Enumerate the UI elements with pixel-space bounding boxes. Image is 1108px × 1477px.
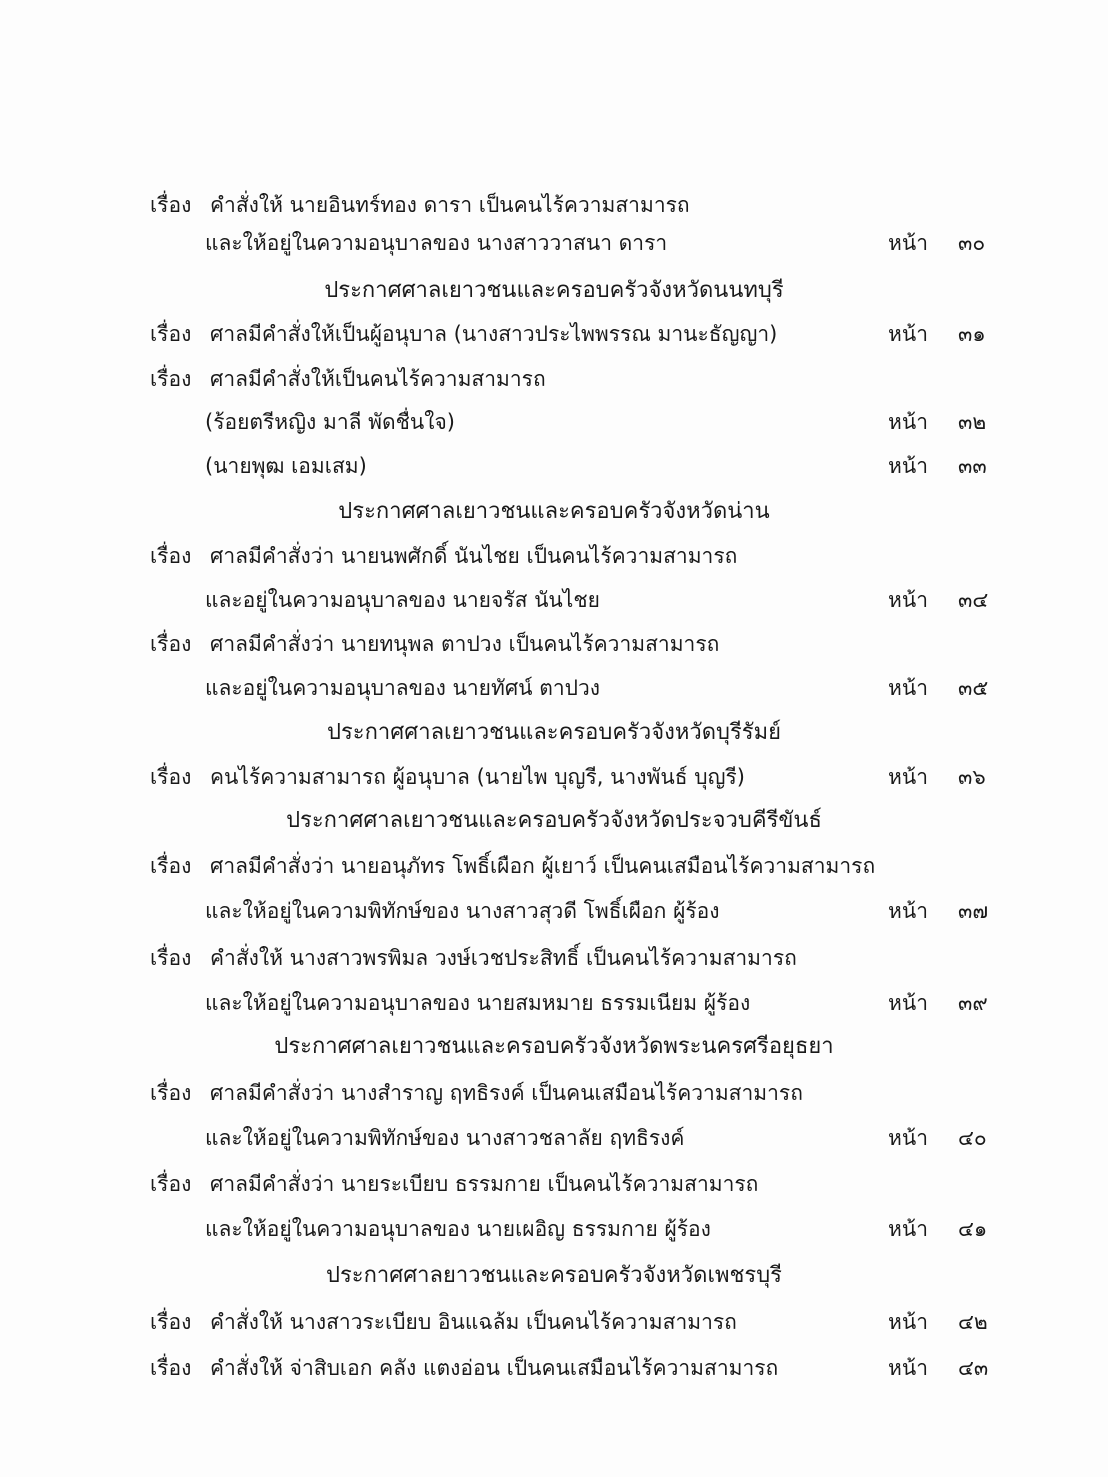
entry-text: (ร้อยตรีหญิง มาลี พัดชื่นใจ): [205, 410, 455, 434]
page-label: หน้า: [888, 588, 928, 612]
entry-text: ศาลมีคำสั่งว่า นายระเบียบ ธรรมกาย เป็นคนไร้ความสามารถ: [210, 1172, 759, 1196]
page-number: ๓๕: [958, 676, 989, 700]
entry-text: และให้อยู่ในความอนุบาลของ นายสมหมาย ธรรมเนียม ผู้ร้อง: [205, 991, 751, 1015]
toc-entry: [0, 185, 1108, 225]
toc-entry: [0, 580, 1108, 620]
entry-text: และให้อยู่ในความพิทักษ์ของ นางสาวชลาลัย ฤทธิรงค์: [205, 1126, 685, 1150]
page-label: หน้า: [888, 322, 928, 346]
entry-text: (นายพุฒ เอมเสม): [205, 454, 367, 478]
page-number: ๔๑: [958, 1217, 988, 1241]
toc-entry: [0, 1348, 1108, 1388]
page-number: ๓๗: [958, 899, 989, 923]
entry-label: เรื่อง: [150, 1356, 192, 1380]
entry-text: คำสั่งให้ จ่าสิบเอก คลัง แตงอ่อน เป็นคนเสมือนไร้ความสามารถ: [210, 1356, 779, 1380]
entry-text: คำสั่งให้ นายอินทร์ทอง ดารา เป็นคนไร้ความสามารถ: [210, 193, 690, 217]
page-number: ๓๙: [958, 991, 988, 1015]
entry-text: และอยู่ในความอนุบาลของ นายจรัส นันไชย: [205, 588, 600, 612]
page-label: หน้า: [888, 454, 928, 478]
entry-label: เรื่อง: [150, 1172, 192, 1196]
toc-entry: [0, 1302, 1108, 1342]
page-label: หน้า: [888, 676, 928, 700]
entry-text: ศาลมีคำสั่งว่า นางสำราญ ฤทธิรงค์ เป็นคนเสมือนไร้ความสามารถ: [210, 1081, 803, 1105]
entry-label: เรื่อง: [150, 765, 192, 789]
entry-text: ศาลมีคำสั่งให้เป็นคนไร้ความสามารถ: [210, 367, 546, 391]
section-heading: ประกาศศาลเยาวชนและครอบครัวจังหวัดพระนครศรีอยุธยา: [274, 1034, 834, 1059]
page-label: หน้า: [888, 991, 928, 1015]
entry-text: คำสั่งให้ นางสาวพรพิมล วงษ์เวชประสิทธิ์ เป็นคนไร้ความสามารถ: [210, 946, 797, 970]
toc-entry: [0, 938, 1108, 978]
toc-entry: [0, 983, 1108, 1023]
page-number: ๓๖: [958, 765, 986, 789]
entry-text: ศาลมีคำสั่งว่า นายนพศักดิ์ นันไชย เป็นคนไร้ความสามารถ: [210, 544, 738, 568]
entry-text: ศาลมีคำสั่งว่า นายอนุภัทร โพธิ์เผือก ผู้เยาว์ เป็นคนเสมือนไร้ความสามารถ: [210, 854, 876, 878]
toc-entry: [0, 446, 1108, 486]
entry-label: เรื่อง: [150, 367, 192, 391]
toc-entry: [0, 402, 1108, 442]
page-number: ๔๐: [958, 1126, 987, 1150]
entry-text: คำสั่งให้ นางสาวระเบียบ อินแฉล้ม เป็นคนไร้ความสามารถ: [210, 1310, 737, 1334]
page-number: ๓๐: [958, 231, 986, 255]
entry-label: เรื่อง: [150, 544, 192, 568]
page-number: ๔๓: [958, 1356, 989, 1380]
toc-entry: [0, 1073, 1108, 1113]
toc-entry: [0, 359, 1108, 399]
section-heading: ประกาศศาลเยาวชนและครอบครัวจังหวัดบุรีรัมย์: [327, 720, 781, 745]
toc-entry: [0, 1164, 1108, 1204]
entry-text: และอยู่ในความอนุบาลของ นายทัศน์ ตาปวง: [205, 676, 601, 700]
section-heading: ประกาศศาลเยาวชนและครอบครัวจังหวัดน่าน: [338, 499, 770, 524]
page-label: หน้า: [888, 1356, 928, 1380]
section-heading: ประกาศศาลยาวชนและครอบครัวจังหวัดเพชรบุรี: [325, 1263, 782, 1288]
page-label: หน้า: [888, 1126, 928, 1150]
section-heading: ประกาศศาลเยาวชนและครอบครัวจังหวัดประจวบคีรีขันธ์: [286, 808, 822, 833]
entry-text: คนไร้ความสามารถ ผู้อนุบาล (นายไพ บุญรี, นางพันธ์ บุญรี): [210, 765, 745, 789]
toc-entry: [0, 536, 1108, 576]
entry-text: และให้อยู่ในความอนุบาลของ นางสาววาสนา ดารา: [205, 231, 668, 255]
entry-text: และให้อยู่ในความอนุบาลของ นายเผอิญ ธรรมกาย ผู้ร้อง: [205, 1217, 711, 1241]
toc-entry: [0, 668, 1108, 708]
page-number: ๔๒: [958, 1310, 988, 1334]
toc-entry: [0, 223, 1108, 263]
page-label: หน้า: [888, 410, 928, 434]
toc-entry: [0, 1118, 1108, 1158]
page-label: หน้า: [888, 1310, 928, 1334]
entry-text: และให้อยู่ในความพิทักษ์ของ นางสาวสุวดี โพธิ์เผือก ผู้ร้อง: [205, 899, 720, 923]
page-number: ๓๒: [958, 410, 987, 434]
entry-label: เรื่อง: [150, 193, 192, 217]
toc-entry: [0, 1209, 1108, 1249]
entry-text: ศาลมีคำสั่งให้เป็นผู้อนุบาล (นางสาวประไพพรรณ มานะธัญญา): [210, 322, 778, 346]
section-heading: ประกาศศาลเยาวชนและครอบครัวจังหวัดนนทบุรี: [324, 278, 784, 303]
toc-entry: [0, 314, 1108, 354]
entry-label: เรื่อง: [150, 854, 192, 878]
page-number: ๓๑: [958, 322, 986, 346]
toc-entry: [0, 891, 1108, 931]
page-label: หน้า: [888, 1217, 928, 1241]
entry-label: เรื่อง: [150, 1081, 192, 1105]
page-label: หน้า: [888, 899, 928, 923]
toc-entry: [0, 624, 1108, 664]
page-number: ๓๓: [958, 454, 987, 478]
toc-entry: [0, 757, 1108, 797]
entry-label: เรื่อง: [150, 1310, 192, 1334]
page-label: หน้า: [888, 765, 928, 789]
entry-text: ศาลมีคำสั่งว่า นายทนุพล ตาปวง เป็นคนไร้ความสามารถ: [210, 632, 720, 656]
entry-label: เรื่อง: [150, 946, 192, 970]
page-label: หน้า: [888, 231, 928, 255]
entry-label: เรื่อง: [150, 322, 192, 346]
page-number: ๓๔: [958, 588, 989, 612]
entry-label: เรื่อง: [150, 632, 192, 656]
toc-entry: [0, 846, 1108, 886]
